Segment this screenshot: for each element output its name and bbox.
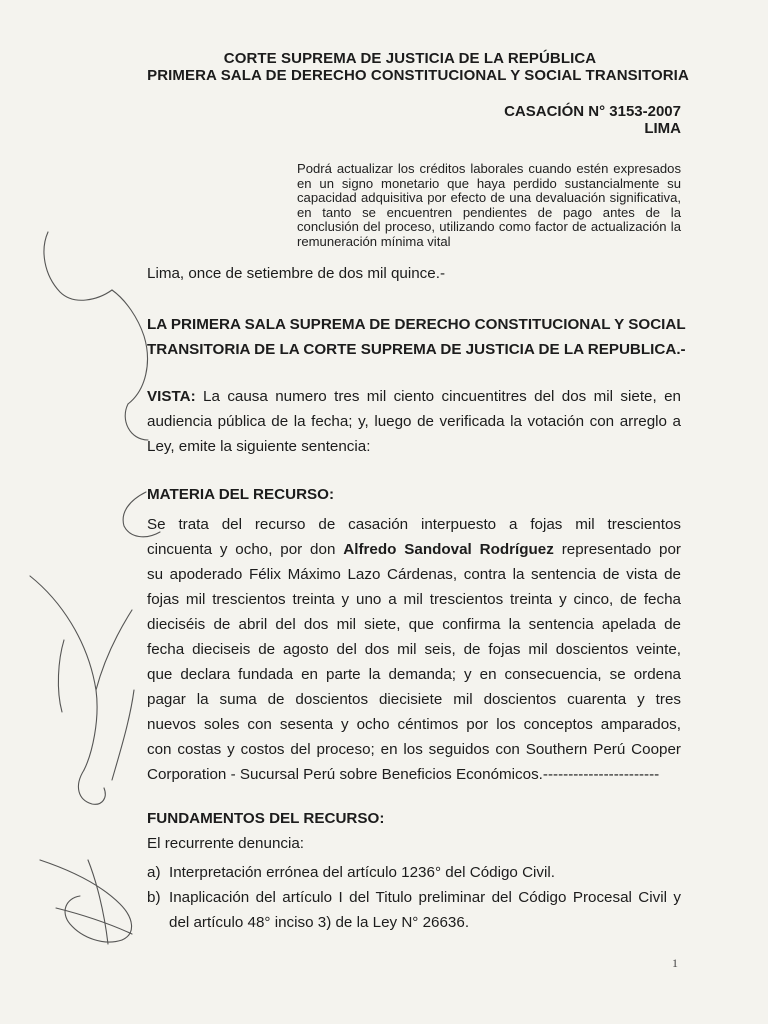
page-number: 1 xyxy=(672,956,678,970)
sala-line-1: LA PRIMERA SALA SUPREMA DE DERECHO CONSTITUCIONAL Y SOCIAL xyxy=(147,316,686,333)
materia-line-3: su apoderado Félix Máximo Lazo Cárdenas, contra la sentencia de vista de xyxy=(147,566,681,583)
materia-line-4: fojas mil trescientos treinta y uno a mil trescientos treinta y cinco, de fecha xyxy=(147,591,681,608)
materia-text: cincuenta y ocho, por don xyxy=(147,541,336,558)
materia-line-7: que declara fundada en parte la demanda; y en consecuencia, se ordena xyxy=(147,666,681,683)
materia-text: representado por xyxy=(561,541,681,558)
materia-line-8: pagar la suma de doscientos diecisiete mil doscientos cuarenta y tres xyxy=(147,691,681,708)
vista-line-2: audiencia pública de la fecha; y, luego de verificada la votación con arreglo a xyxy=(147,413,681,430)
fundamentos-intro: El recurrente denuncia: xyxy=(147,835,305,852)
materia-line-10: con costas y costos del proceso; en los seguidos con Southern Perú Cooper xyxy=(147,741,681,758)
list-item-line: Inaplicación del artículo I del Titulo preliminar del Código Procesal Civil y xyxy=(169,889,681,906)
sala-line-2: TRANSITORIA DE LA CORTE SUPREMA DE JUSTICIA DE LA REPUBLICA.- xyxy=(147,341,686,358)
list-item-line: del artículo 48° inciso 3) de la Ley N° 26636. xyxy=(169,914,470,931)
materia-line-11: Corporation - Sucursal Perú sobre Beneficios Económicos.----------------------- xyxy=(147,766,660,783)
case-summary: Podrá actualizar los créditos laborales cuando estén expresados en un signo monetario que haya perdido sustancialmente su capacidad adquisitiva por efecto de una devaluación significativa, en tanto se encuentren pendientes de pago antes de la conclusión del proceso, utilizando como factor de actualización la remuneración mínima vital xyxy=(297,161,681,249)
fundamentos-heading: FUNDAMENTOS DEL RECURSO: xyxy=(147,810,385,827)
materia-line-9: nuevos soles con sesenta y ocho céntimos por los conceptos amparados, xyxy=(147,716,681,733)
materia-line-1: Se trata del recurso de casación interpuesto a fojas mil trescientos xyxy=(147,516,681,533)
materia-line-6: fecha dieciseis de agosto del dos mil seis, de fojas mil doscientos veinte, xyxy=(147,641,681,658)
list-marker: a) xyxy=(147,864,161,881)
materia-heading: MATERIA DEL RECURSO: xyxy=(147,486,335,503)
vista-line-3: Ley, emite la siguiente sentencia: xyxy=(147,438,371,455)
vista-text-1: La causa numero tres mil ciento cincuentitres del dos mil siete, en xyxy=(203,388,681,405)
plaintiff-name: Alfredo Sandoval Rodríguez xyxy=(343,541,554,558)
vista-label: VISTA: xyxy=(147,388,196,405)
date-line: Lima, once de setiembre de dos mil quince.- xyxy=(147,265,445,282)
case-city: LIMA xyxy=(644,120,681,137)
case-number: CASACIÓN N° 3153-2007 xyxy=(504,103,681,120)
list-item-text: Interpretación errónea del artículo 1236° del Código Civil. xyxy=(169,864,555,881)
list-marker: b) xyxy=(147,889,161,906)
court-title: CORTE SUPREMA DE JUSTICIA DE LA REPÚBLICA xyxy=(223,50,597,67)
materia-line-5: dieciséis de abril del dos mil siete, que confirma la sentencia apelada de xyxy=(147,616,681,633)
chamber-title: PRIMERA SALA DE DERECHO CONSTITUCIONAL Y SOCIAL TRANSITORIA xyxy=(147,67,689,84)
